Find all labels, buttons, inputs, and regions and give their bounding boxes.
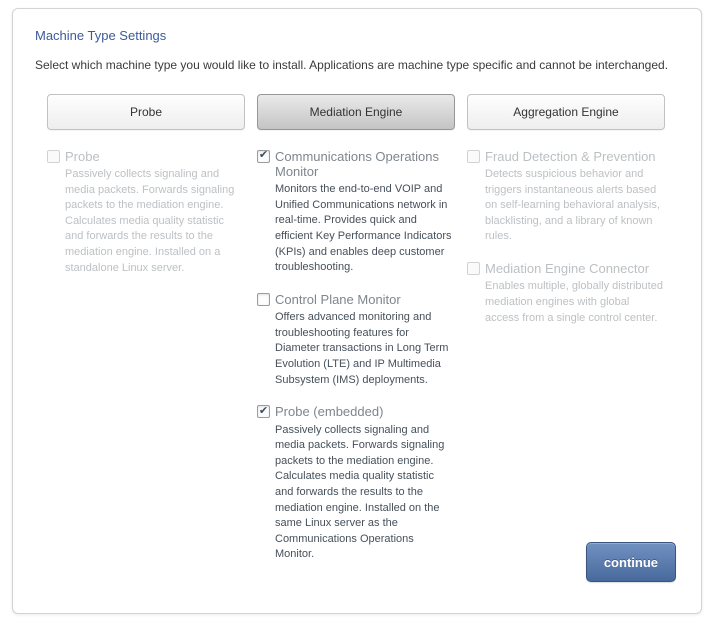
feature-label: Communications Operations Monitor [275, 148, 440, 179]
feature-description: Passively collects signaling and media packets. Forwards signaling packets to the mediation engine. Calculates media quality statistic and forwards the results to the mediation engine. Installed on the same Linux server as the Communications Operations Monitor. [275, 423, 445, 561]
feature-label: Fraud Detection & Prevention [485, 148, 656, 164]
continue-button[interactable]: continue [586, 542, 676, 582]
feature-label: Mediation Engine Connector [485, 260, 650, 276]
features-area [47, 149, 679, 580]
feature-item-probe [47, 149, 245, 277]
feature-item-control-plane-monitor [257, 292, 455, 388]
feature-description: Passively collects signaling and media packets. Forwards signaling packets to the mediation engine. Calculates media quality statistic and forwards the results to the mediation engine. Installed on a standalone Linux server. [65, 167, 235, 274]
fraud-detection-prevention-checkbox [467, 150, 480, 163]
machine-type-selector [47, 94, 679, 130]
feature-description: Detects suspicious behavior and triggers instantaneous alerts based on self-learning behavioral analysis, blacklisting, and a library of known rules. [485, 167, 660, 243]
feature-item-fraud-detection-prevention [467, 149, 665, 245]
feature-description: Enables multiple, globally distributed mediation engines with global access from a single control center. [485, 280, 663, 324]
feature-column-probe [47, 149, 245, 580]
feature-item-communications-operations-monitor [257, 149, 455, 276]
feature-description: Offers advanced monitoring and troubleshooting features for Diameter transactions in Long Term Evolution (LTE) and IP Multimedia Subsystem (IMS) deployments. [275, 311, 449, 386]
probe-embedded-checkbox[interactable] [257, 405, 270, 418]
probe-checkbox [47, 150, 60, 163]
feature-column-mediation-engine [257, 149, 455, 580]
feature-column-aggregation-engine [467, 149, 665, 580]
machine-type-settings-panel [12, 8, 702, 614]
feature-item-probe-embedded [257, 404, 455, 563]
feature-item-mediation-engine-connector [467, 261, 665, 326]
checkmark-icon: ✔ [258, 404, 269, 417]
machine-type-button-aggregation-engine[interactable]: Aggregation Engine [467, 94, 665, 130]
page-title: Machine Type Settings [35, 28, 167, 43]
machine-type-button-mediation-engine[interactable]: Mediation Engine [257, 94, 455, 130]
communications-operations-monitor-checkbox[interactable] [257, 150, 270, 163]
intro-text: Select which machine type you would like to install. Applications are machine type specific and cannot be interchanged. [35, 58, 669, 72]
feature-label: Probe [65, 148, 100, 164]
control-plane-monitor-checkbox[interactable] [257, 293, 270, 306]
feature-label: Control Plane Monitor [275, 291, 401, 307]
checkmark-icon: ✔ [258, 149, 269, 162]
feature-label: Probe (embedded) [275, 404, 384, 420]
feature-description: Monitors the end-to-end VOIP and Unified Communications network in real-time. Provides quick and efficient Key Performance Indicators (KPIs) and enables deep customer troubleshooting. [275, 183, 452, 274]
machine-type-button-probe[interactable]: Probe [47, 94, 245, 130]
mediation-engine-connector-checkbox [467, 262, 480, 275]
